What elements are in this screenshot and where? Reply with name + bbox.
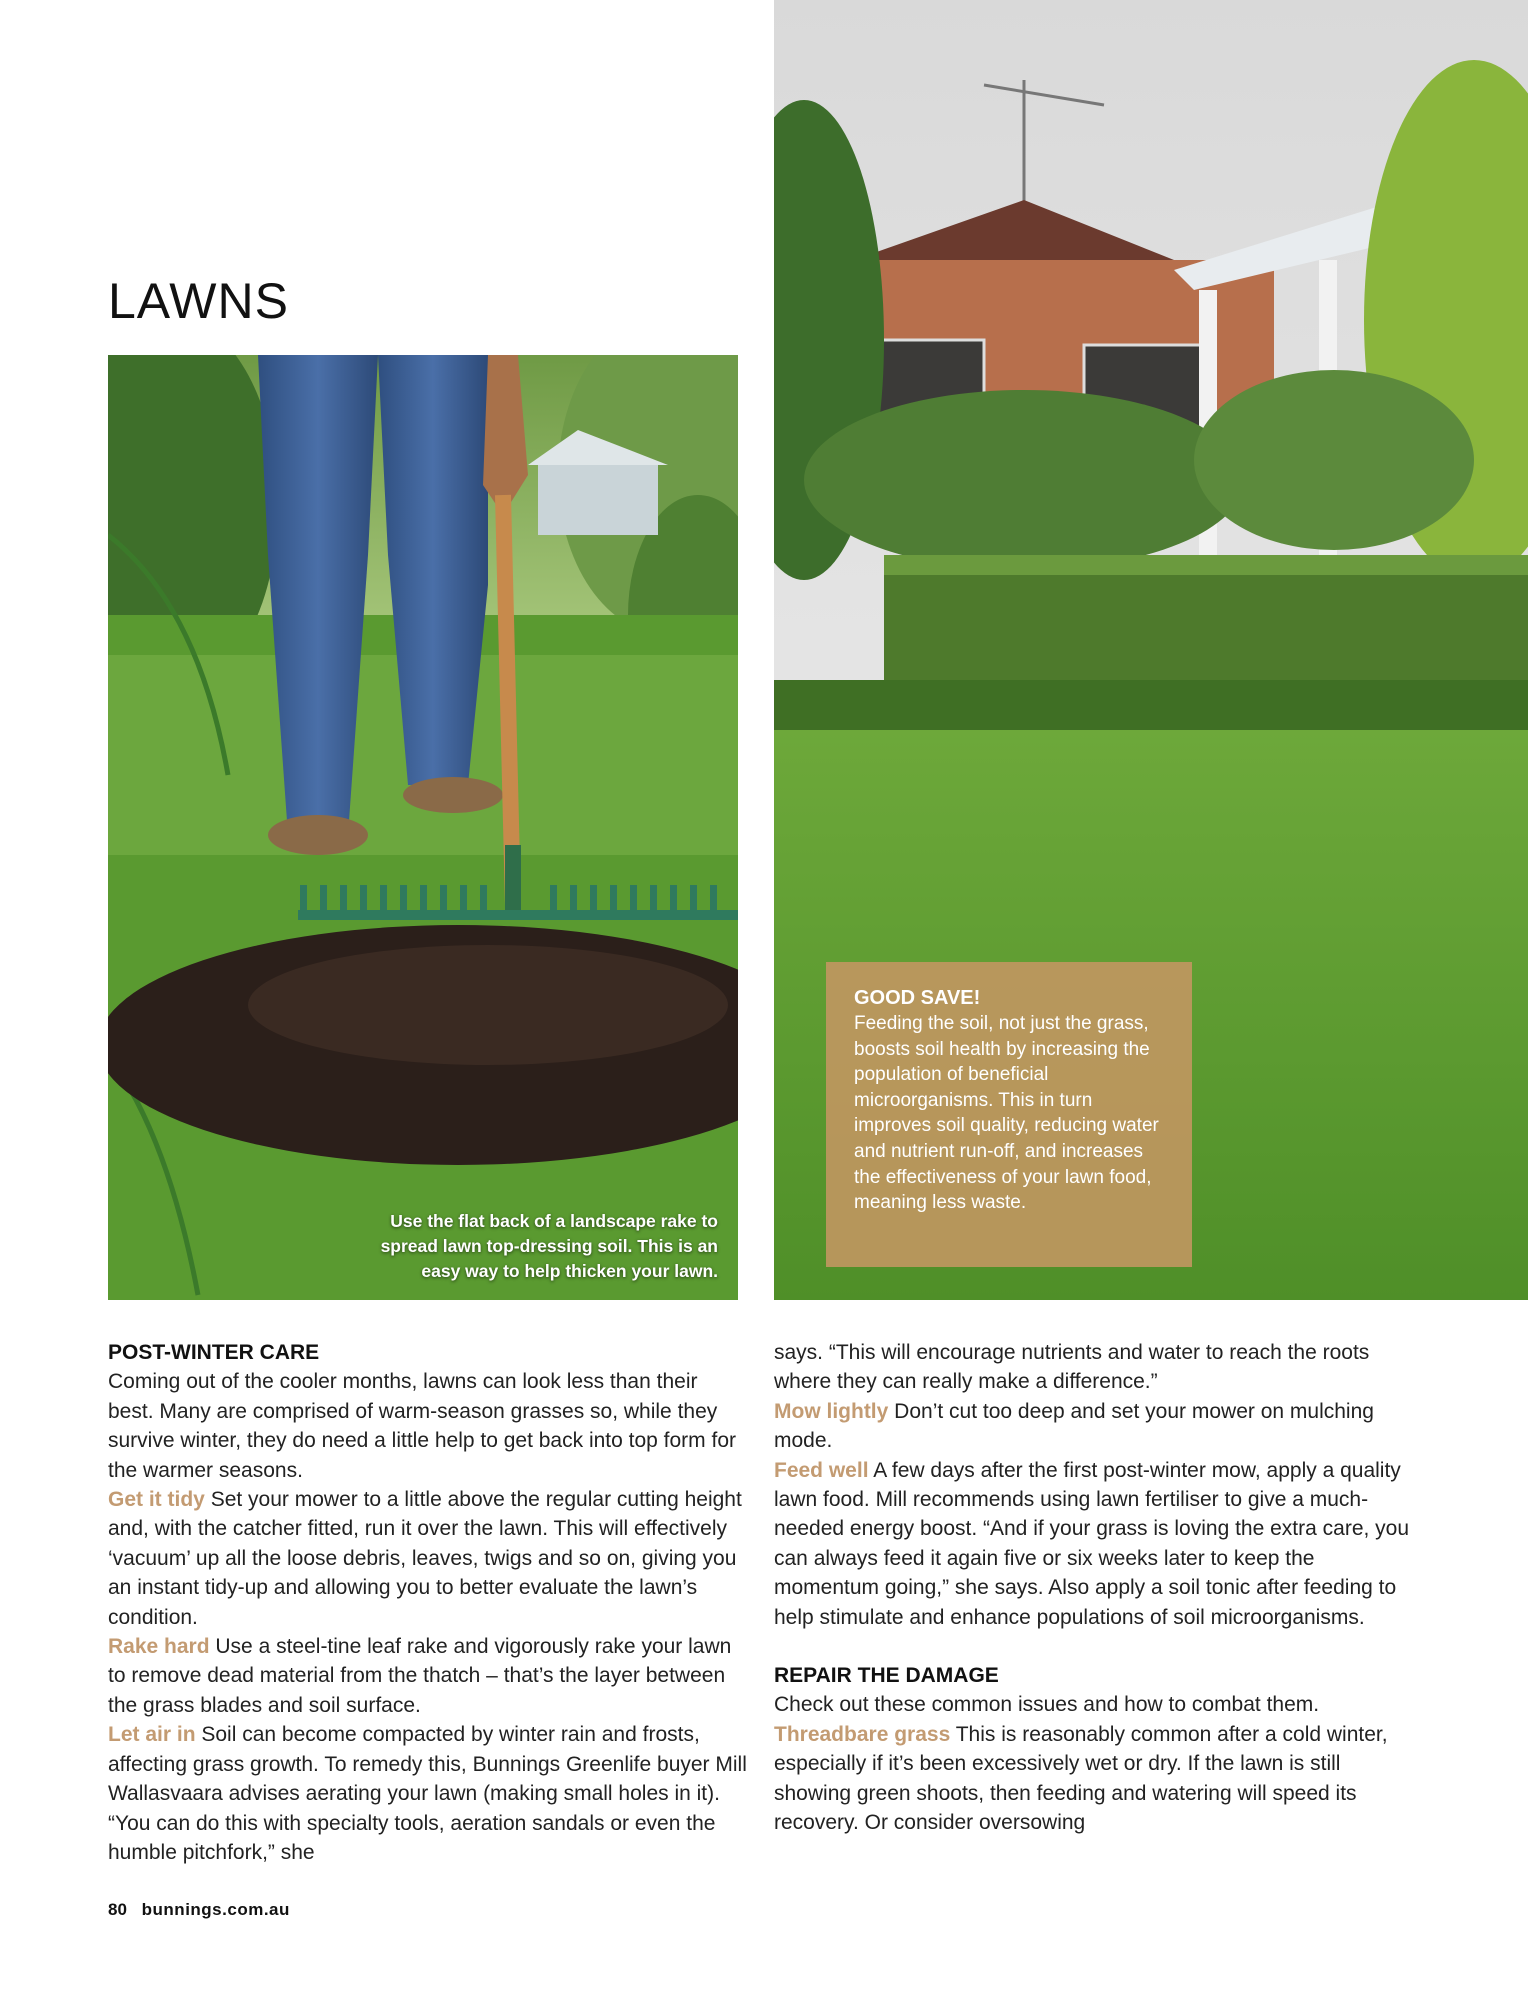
tip-text: Don’t cut too deep and set your mower on mulching mode. — [774, 1399, 1374, 1453]
tip-kicker: Let air in — [108, 1723, 196, 1747]
tip-kicker: Rake hard — [108, 1635, 210, 1659]
tip-text: Use a steel-tine leaf rake and vigorously rake your lawn to remove dead material from the thatch – that’s the layer between the grass blades and soil surface. — [108, 1635, 732, 1717]
intro-paragraph: Check out these common issues and how to combat them. — [774, 1693, 1320, 1717]
page-title: LAWNS — [108, 273, 289, 329]
continuation-paragraph: says. “This will encourage nutrients and water to reach the roots where they can really make a difference.” — [774, 1341, 1370, 1394]
intro-paragraph: Coming out of the cooler months, lawns can look less than their best. Many are comprised of warm-season grasses so, while they survive winter, they do need a little help to get back into top form for the warmer seasons. — [108, 1370, 737, 1482]
tip-body: Feeding the soil, not just the grass, boosts soil health by increasing the population of beneficial microorganisms. This in turn improves soil quality, reducing water and nutrient run-off, and increases the effectiveness of your lawn food, meaning less waste. — [854, 1013, 1159, 1214]
tip-kicker: Get it tidy — [108, 1488, 205, 1512]
tip-paragraph — [774, 1397, 1414, 1456]
tip-text: Soil can become compacted by winter rain and frosts, affecting grass growth. To remedy this, Bunnings Greenlife buyer Mill Wallasvaara advises aerating your lawn (making small holes in it). “You can do this with specialty tools, aeration sandals or even the humble pitchfork,” she — [108, 1723, 747, 1864]
raking-photo — [108, 355, 738, 1300]
article-column-left — [108, 1338, 748, 1867]
section-heading: POST-WINTER CARE — [108, 1341, 320, 1364]
tip-kicker: Threadbare grass — [774, 1722, 951, 1746]
tip-paragraph — [108, 1632, 748, 1720]
page-footer — [108, 1900, 290, 1920]
paragraph-spacer — [774, 1632, 1414, 1661]
photo-caption: Use the flat back of a landscape rake to spread lawn top-dressing soil. This is an easy way to help thicken your lawn. — [380, 1211, 718, 1281]
tip-paragraph — [774, 1720, 1414, 1838]
tip-text: Set your mower to a little above the regular cutting height and, with the catcher fitted, run it over the lawn. This will effectively ‘vacuum’ up all the loose debris, leaves, twigs and so on, giving you an instant tidy-up and allowing you to better evaluate the lawn’s condition. — [108, 1488, 742, 1629]
tip-paragraph — [774, 1456, 1414, 1632]
lawn-house-photo — [774, 0, 1528, 1300]
tip-text: This is reasonably common after a cold winter, especially if it’s been excessively wet or dry. If the lawn is still showing green shoots, then feeding and watering will speed its recovery. Or consider oversowing — [774, 1722, 1388, 1835]
raking-illustration — [108, 355, 738, 1300]
tip-paragraph — [108, 1485, 748, 1632]
tip-title: GOOD SAVE! — [854, 987, 981, 1009]
article-column-right — [774, 1338, 1414, 1838]
tip-text: A few days after the first post-winter mow, apply a quality lawn food. Mill recommends using lawn fertiliser to give a much-needed energy boost. “And if your grass is loving the extra care, you can always feed it again five or six weeks later to keep the momentum going,” she says. Also apply a soil tonic after feeding to help stimulate and enhance populations of soil microorganisms. — [774, 1458, 1410, 1629]
website-link[interactable]: bunnings.com.au — [141, 1900, 290, 1919]
tip-paragraph — [108, 1720, 748, 1867]
tip-kicker: Mow lightly — [774, 1399, 889, 1423]
section-heading: REPAIR THE DAMAGE — [774, 1664, 999, 1688]
good-save-tip-box — [826, 962, 1192, 1267]
tip-kicker: Feed well — [774, 1458, 869, 1482]
page-number: 80 — [108, 1900, 127, 1919]
